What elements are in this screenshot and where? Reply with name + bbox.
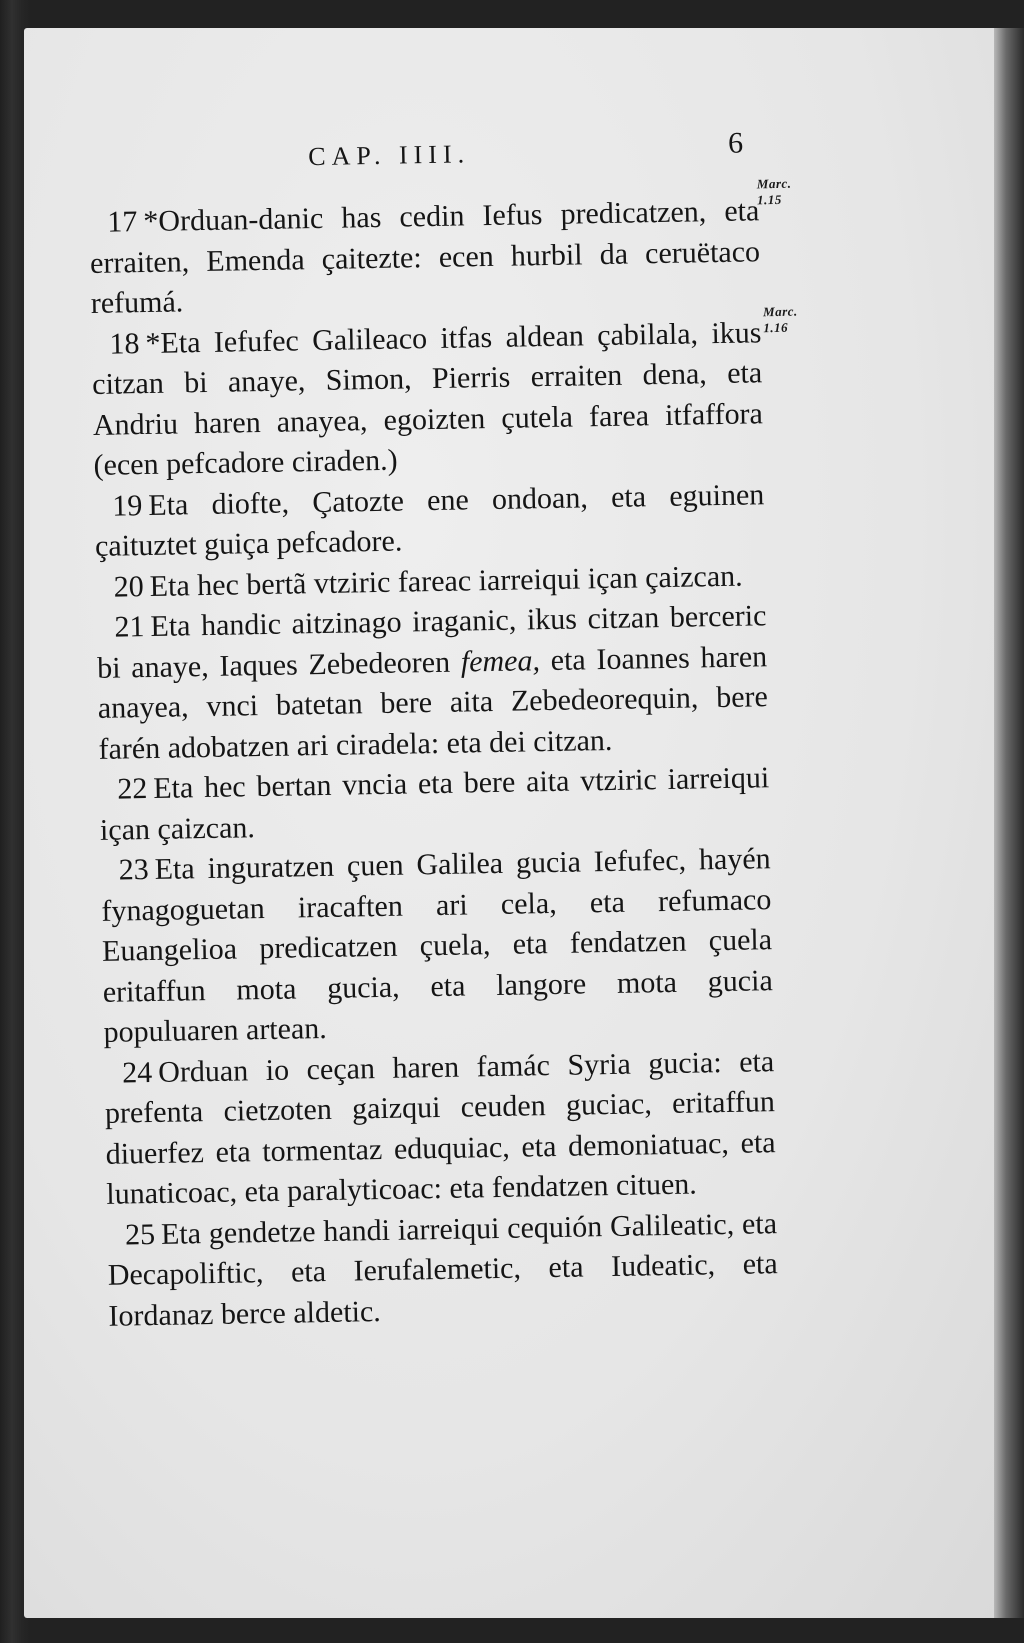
verse-text: Eta inguratzen çuen Galilea gucia Iefufec, hayén fynagoguetan iracaften ari cela, eta refumaco Euangelioa predicatzen çuela, eta fendatzen çuela eritaffun mota gucia, eta langore mota gucia populuaren artean. [101, 842, 774, 1049]
margin-note-1: Marc. 1.15 [756, 175, 792, 208]
verse-text: Orduan io ceçan haren famác Syria gucia: eta prefenta cietzoten gaizqui ceuden guciac, eritaffun diuerfez eta tormentaz eduquiac, eta demoniatuac, eta lunaticoac, eta paralyticoac: eta fendatzen cituen. [104, 1044, 776, 1211]
verse-text: *Eta Iefufec Galileaco itfas aldean çabilala, ikus citzan bi anaye, Simon, Pierris erraiten dena, eta Andriu haren anayea, egoizten çutela farea itfaffora (ecen pefcadore ciraden.) [91, 315, 764, 482]
chapter-body [89, 191, 779, 1337]
verse-text: Eta hec bertã vtziric fareac iarreiqui içan çaizcan. [149, 559, 743, 603]
verse-text: *Orduan-danic has cedin Iefus predicatzen, eta erraiten, Emenda çaitezte: ecen hurbil da ceruëtaco refumá. [89, 194, 761, 320]
verse-text-italic: femea, [460, 643, 541, 679]
verse-number: 25 [124, 1217, 156, 1251]
verse-text-before: Eta handic aitzinago iraganic, ikus citzan berceric bi anaye, Iaques Zebedeoren [96, 599, 767, 685]
verse-number: 23 [118, 853, 149, 887]
verse-number: 18 [109, 326, 140, 361]
verse-text: Eta gendetze handi iarreiqui cequión Galileatic, eta Decapoliftic, eta Ierufalemetic, eta Iudeatic, eta Iordanaz berce aldetic. [107, 1206, 778, 1333]
verse-24 [104, 1042, 777, 1216]
verse-22 [99, 758, 770, 851]
verse-number: 17 [107, 205, 138, 239]
verse-18 [91, 313, 764, 487]
verse-number: 22 [116, 772, 148, 806]
verse-number: 24 [121, 1055, 153, 1090]
verse-23 [100, 839, 773, 1053]
page-header [308, 126, 808, 172]
verse-25 [107, 1204, 779, 1337]
verse-text: Eta hec bertan vncia eta bere aita vtziric iarreiqui içan çaizcan. [99, 761, 770, 847]
verse-19 [94, 475, 765, 568]
verse-number: 21 [114, 610, 145, 644]
margin-note-2: Marc. 1.16 [762, 303, 798, 336]
page-edge [994, 28, 1024, 1618]
page-number: 6 [727, 126, 744, 160]
book-page [24, 28, 998, 1618]
verse-17 [89, 191, 761, 324]
verse-21 [96, 596, 769, 770]
verse-text-after: eta Ioannes haren anayea, vnci batetan bere aita Zebedeorequin, bere farén adobatzen ari ciradela: eta dei citzan. [97, 639, 769, 766]
verse-text: Eta diofte, Çatozte ene ondoan, eta eguinen çaituztet guiça pefcadore. [94, 477, 765, 563]
chapter-heading: CAP. IIII. [308, 139, 471, 172]
verse-number: 20 [113, 569, 145, 604]
verse-number: 19 [112, 488, 143, 523]
